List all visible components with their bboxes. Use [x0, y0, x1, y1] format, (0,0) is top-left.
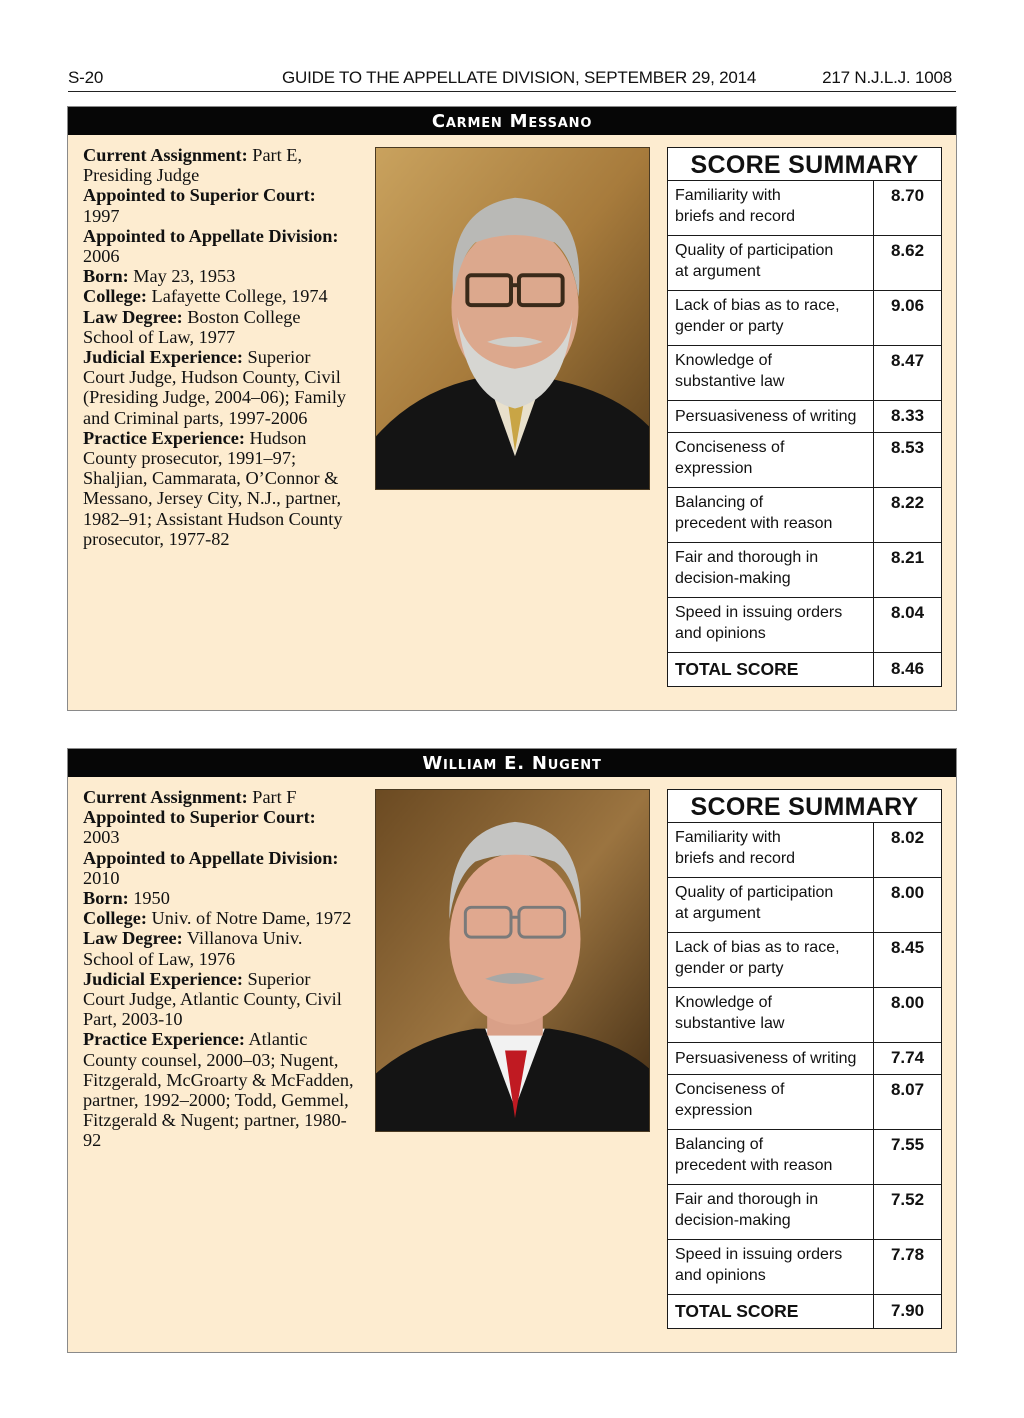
score-label: Fair and thorough in decision-making	[668, 1185, 874, 1239]
citation: 217 N.J.L.J. 1008	[822, 68, 952, 87]
score-value: 8.22	[890, 493, 925, 512]
score-row	[668, 1043, 941, 1075]
score-row	[668, 878, 941, 933]
bio-label: Practice Experience:	[83, 1029, 245, 1050]
score-row	[668, 1075, 941, 1130]
bio-label: College:	[83, 286, 147, 307]
total-score-value: 7.90	[890, 1301, 925, 1320]
score-row	[668, 543, 941, 598]
bio-text: Lafayette College, 1974	[146, 286, 328, 307]
score-row	[668, 291, 941, 346]
bio-text: Superior Court Judge, Hudson County, Civil (Presiding Judge, 2004–06); Family and Criminal parts, 1997-2006	[83, 347, 347, 428]
score-value: 9.06	[890, 296, 925, 315]
score-value: 8.00	[890, 883, 925, 902]
score-value: 8.47	[890, 351, 925, 370]
judge-profile-nugent	[67, 748, 957, 1353]
bio-text: 1950	[128, 888, 170, 909]
judge-portrait	[375, 789, 650, 1132]
bio-text: Villanova Univ. School of Law, 1976	[83, 928, 303, 969]
bio-label: Current Assignment:	[83, 145, 248, 165]
score-label: Conciseness of expression	[668, 433, 874, 487]
judge-name: William E. Nugent	[68, 749, 956, 777]
bio-text: Boston College School of Law, 1977	[83, 306, 301, 347]
portrait-illustration	[376, 790, 649, 1131]
score-value: 8.07	[890, 1080, 925, 1099]
publication-title: GUIDE TO THE APPELLATE DIVISION, SEPTEMBER 29, 2014	[282, 68, 757, 87]
score-value: 7.74	[890, 1048, 925, 1067]
score-row	[668, 488, 941, 543]
score-value: 8.53	[890, 438, 925, 457]
score-summary-title: SCORE SUMMARY	[668, 790, 941, 823]
bio-label: Law Degree:	[83, 306, 183, 327]
bio-text: 2006	[83, 246, 120, 267]
bio-label: Practice Experience:	[83, 427, 245, 448]
judge-bio	[83, 145, 355, 549]
score-row	[668, 181, 941, 236]
score-label: Quality of participation at argument	[668, 878, 874, 932]
score-label: Balancing of precedent with reason	[668, 1130, 874, 1184]
bio-label: Born:	[83, 888, 129, 909]
score-row	[668, 988, 941, 1043]
bio-label: Born:	[83, 266, 129, 287]
score-label: Fair and thorough in decision-making	[668, 543, 874, 597]
bio-text: May 23, 1953	[128, 266, 236, 287]
total-score-label: TOTAL SCORE	[668, 653, 874, 686]
score-label: Persuasiveness of writing	[668, 401, 874, 432]
judge-bio	[83, 787, 355, 1151]
judge-profile-messano	[67, 106, 957, 711]
score-row	[668, 1130, 941, 1185]
score-value: 8.70	[890, 186, 925, 205]
score-row	[668, 933, 941, 988]
score-value: 7.52	[890, 1190, 925, 1209]
score-value: 8.04	[890, 603, 925, 622]
score-label: Speed in issuing orders and opinions	[668, 1240, 874, 1294]
bio-label: Appointed to Superior Court:	[83, 807, 316, 828]
score-row	[668, 346, 941, 401]
bio-text: Part E, Presiding Judge	[83, 145, 303, 186]
score-value: 7.78	[890, 1245, 925, 1264]
bio-text: 1997	[83, 205, 120, 226]
score-value: 8.62	[890, 241, 925, 260]
score-value: 8.45	[890, 938, 925, 957]
total-score-row	[668, 653, 941, 686]
score-row	[668, 823, 941, 878]
score-label: Lack of bias as to race, gender or party	[668, 291, 874, 345]
score-label: Speed in issuing orders and opinions	[668, 598, 874, 652]
total-score-label: TOTAL SCORE	[668, 1295, 874, 1328]
bio-label: Judicial Experience:	[83, 347, 243, 368]
bio-label: Current Assignment:	[83, 787, 248, 807]
portrait-illustration	[376, 148, 649, 489]
bio-text: 2003	[83, 827, 120, 848]
score-value: 8.02	[890, 828, 925, 847]
score-label: Lack of bias as to race, gender or party	[668, 933, 874, 987]
judge-name: Carmen Messano	[68, 107, 956, 135]
score-label: Conciseness of expression	[668, 1075, 874, 1129]
bio-label: Appointed to Appellate Division:	[83, 225, 339, 246]
score-row	[668, 1240, 941, 1295]
score-row	[668, 401, 941, 433]
bio-text: Part F	[247, 787, 297, 807]
bio-label: College:	[83, 908, 147, 929]
bio-text: Atlantic County counsel, 2000–03; Nugent, Fitzgerald, McGroarty & McFadden, partner, 1992–2000; Todd, Gemmel, Fitzgerald & Nugent; partner, 1980-92	[83, 1029, 354, 1151]
score-summary-title: SCORE SUMMARY	[668, 148, 941, 181]
total-score-value: 8.46	[890, 659, 925, 678]
judge-portrait	[375, 147, 650, 490]
bio-text: Superior Court Judge, Atlantic County, Civil Part, 2003-10	[83, 968, 342, 1030]
bio-text: Hudson County prosecutor, 1991–97; Shaljian, Cammarata, O’Connor & Messano, Jersey City, N.J., partner, 1982–91; Assistant Hudson County prosecutor, 1977-82	[83, 427, 343, 549]
score-value: 8.21	[890, 548, 925, 567]
score-row	[668, 598, 941, 653]
score-label: Familiarity with briefs and record	[668, 823, 874, 877]
score-label: Balancing of precedent with reason	[668, 488, 874, 542]
bio-label: Appointed to Appellate Division:	[83, 847, 339, 868]
bio-text: Univ. of Notre Dame, 1972	[146, 908, 352, 929]
bio-label: Appointed to Superior Court:	[83, 185, 316, 206]
score-label: Knowledge of substantive law	[668, 346, 874, 400]
score-row	[668, 433, 941, 488]
score-row	[668, 236, 941, 291]
page-number: S-20	[68, 68, 104, 87]
total-score-row	[668, 1295, 941, 1328]
score-value: 7.55	[890, 1135, 925, 1154]
score-summary	[667, 147, 942, 687]
bio-label: Judicial Experience:	[83, 968, 243, 989]
score-label: Persuasiveness of writing	[668, 1043, 874, 1074]
score-label: Knowledge of substantive law	[668, 988, 874, 1042]
running-head	[68, 66, 956, 92]
bio-label: Law Degree:	[83, 928, 183, 949]
score-label: Quality of participation at argument	[668, 236, 874, 290]
score-label: Familiarity with briefs and record	[668, 181, 874, 235]
score-value: 8.00	[890, 993, 925, 1012]
score-value: 8.33	[890, 406, 925, 425]
bio-text: 2010	[83, 867, 120, 888]
score-summary	[667, 789, 942, 1329]
score-row	[668, 1185, 941, 1240]
